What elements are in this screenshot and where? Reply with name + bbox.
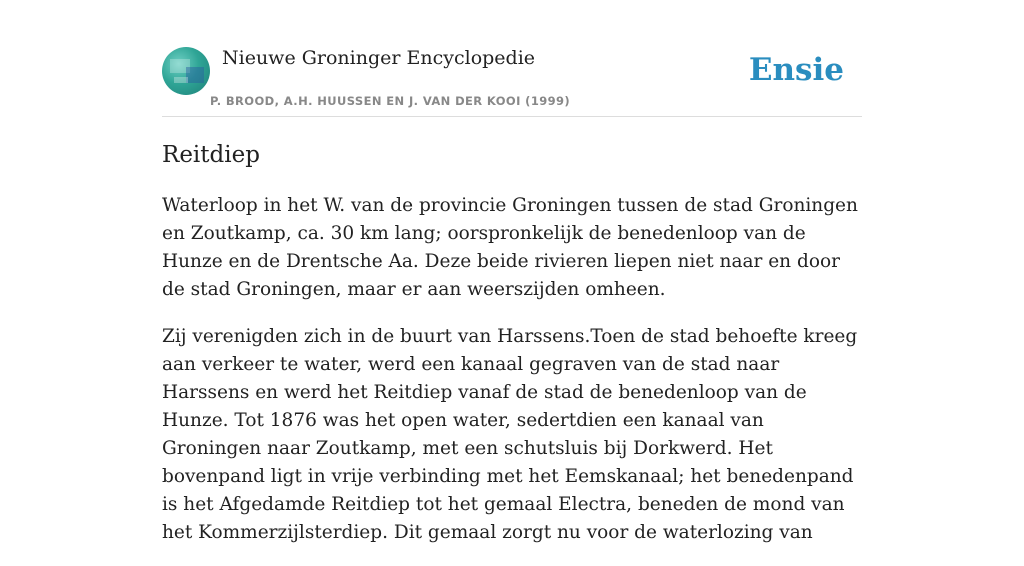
cover-detail (186, 67, 204, 83)
paragraph: Waterloop in het W. van de provincie Groningen tussen de stad Groningen en Zoutkamp, ca. 30 km lang; oorspronkelijk de benedenloop van de Hunze en de Drentsche Aa. Deze beide rivieren liepen niet naar en door de stad Groningen, maar er aan weerszijden omheen. (162, 195, 858, 300)
cover-detail (174, 77, 188, 83)
header (162, 0, 862, 117)
ensie-logo[interactable]: Ensie (748, 52, 844, 88)
encyclopedia-title-link[interactable]: Nieuwe Groninger Encyclopedie (222, 47, 536, 69)
page-title: Reitdiep (162, 142, 260, 168)
encyclopedia-cover-icon[interactable] (162, 47, 210, 95)
page-container (162, 0, 862, 543)
paragraph: Zij verenigden zich in de buurt van Harssens.Toen de stad behoefte kreeg aan verkeer te water, werd een kanaal gegraven van de stad naar Harssens en werd het Reitdiep vanaf de stad de benedenloop van de Hunze. Tot 1876 was het open water, sedertdien een kanaal van Groningen naar Zoutkamp, met een schutsluis bij Dorkwerd. Het bovenpand ligt in vrije verbinding met het Eemskanaal; het benedenpand is het Afgedamde Reitdiep tot het gemaal Electra, beneden de mond van het Kommerzijlsterdiep. Dit gemaal zorgt nu voor de waterlozing van (162, 326, 858, 543)
article-body (162, 192, 862, 566)
authors-line: P. BROOD, A.H. HUUSSEN EN J. VAN DER KOOI (1999) (210, 94, 571, 108)
